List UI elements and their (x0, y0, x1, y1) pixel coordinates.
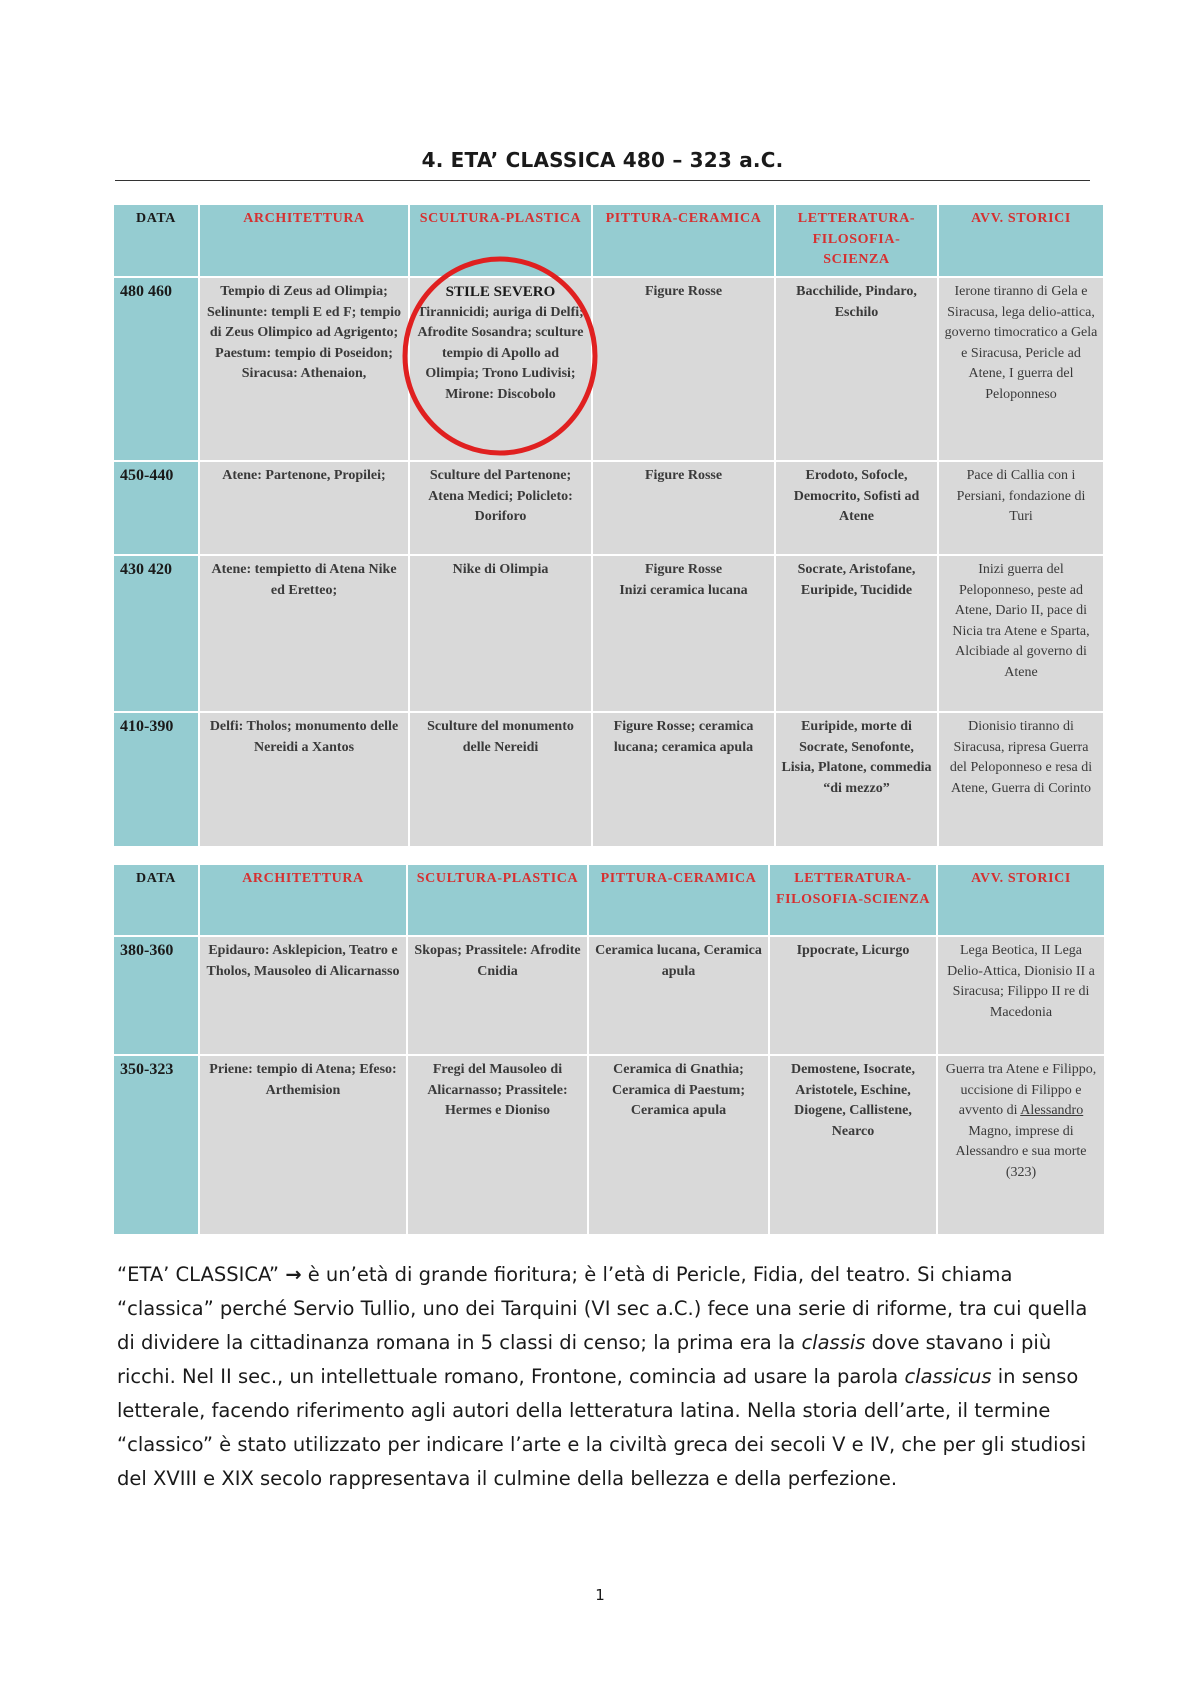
page-title: 4. ETA’ CLASSICA 480 – 323 a.C. (421, 148, 784, 172)
cell-architettura: Atene: Partenone, Propilei; (200, 462, 408, 554)
table-row (114, 556, 1103, 711)
paragraph-text-2: è un’età di grande fioritura; è l’età di Pericle, Fidia, del teatro. Si chiama “classica” perché Servio Tullio, uno dei Tarquini (VI sec a.C.) fece una serie di riforme, tra cui quella di dividere la cittadinanza romana in 5 classi di censo; la prima era la (117, 1263, 1088, 1354)
header-storici: AVV. STORICI (939, 205, 1103, 276)
cell-storici: Ierone tiranno di Gela e Siracusa, lega delio-attica, governo timocratico a Gela e Siracusa, Pericle ad Atene, I guerra del Peloponneso (939, 278, 1103, 460)
cell-pittura: Figure Rosse (593, 462, 774, 554)
cell-letteratura: Euripide, morte di Socrate, Senofonte, Lisia, Platone, commedia “di mezzo” (776, 713, 937, 846)
cell-pittura-line-1: Figure Rosse (644, 562, 723, 577)
cell-pittura-line-2: Inizi ceramica lucana (619, 582, 748, 598)
row-date: 380-360 (114, 937, 198, 1054)
alessandro-link[interactable]: Alessandro (1020, 1103, 1084, 1118)
cell-pittura: Figure Rosse; ceramica lucana; ceramica apula (593, 713, 774, 846)
cell-storici: Inizi guerra del Peloponneso, peste ad Atene, Dario II, pace di Nicia tra Atene e Sparta, Alcibiade al governo di Atene (939, 556, 1103, 711)
header-data: DATA (114, 205, 198, 276)
cell-architettura: Delfi: Tholos; monumento delle Nereidi a Xantos (200, 713, 408, 846)
cell-scultura: Sculture del Partenone; Atena Medici; Policleto: Doriforo (410, 462, 591, 554)
timeline-table-2 (112, 863, 1106, 1236)
table-row (114, 713, 1103, 846)
cell-storici: Dionisio tiranno di Siracusa, ripresa Guerra del Peloponneso e resa di Atene, Guerra di Corinto (939, 713, 1103, 846)
cell-storici: Pace di Callia con i Persiani, fondazione di Turi (939, 462, 1103, 554)
cell-scultura-text: Tirannicidi; auriga di Delfi; Afrodite Sosandra; sculture tempio di Apollo ad Olimpia; Trono Ludivisi; Mirone: Discobolo (417, 304, 584, 402)
row-date: 350-323 (114, 1056, 198, 1234)
cell-scultura: Fregi del Mausoleo di Alicarnasso; Prassitele: Hermes e Dioniso (408, 1056, 587, 1234)
storici-text-1: Guerra tra Atene e Filippo, uccisione di Filippo e avvento di (945, 1062, 1097, 1118)
storici-text-2: Magno, imprese di Alessandro e sua morte (323) (955, 1123, 1087, 1180)
term-classicus: classicus (904, 1365, 992, 1388)
header-letteratura: LETTERATURA-FILOSOFIA-SCIENZA (776, 205, 937, 276)
row-date: 480 460 (114, 278, 198, 460)
header-architettura: ARCHITETTURA (200, 205, 408, 276)
header-pittura: PITTURA-CERAMICA (589, 865, 768, 935)
cell-architettura: Priene: tempio di Atena; Efeso: Arthemision (200, 1056, 406, 1234)
cell-letteratura: Bacchilide, Pindaro, Eschilo (776, 278, 937, 460)
paragraph-text-4: in senso letterale, facendo riferimento agli autori della letteratura latina. Nella storia dell’arte, il termine “classico” è stato utilizzato per indicare l’arte e la civiltà greca dei secoli V e IV, che per gli studiosi del XVIII e XIX secolo rappresentava il culmine della bellezza e della perfezione. (117, 1365, 1087, 1490)
term-classis: classis (801, 1331, 866, 1354)
cell-architettura: Epidauro: Asklepicion, Teatro e Tholos, Mausoleo di Alicarnasso (200, 937, 406, 1054)
header-architettura: ARCHITETTURA (200, 865, 406, 935)
cell-pittura (593, 556, 774, 711)
table-row (114, 462, 1103, 554)
paragraph-text-3: dove stavano i più ricchi. Nel II sec., un intellettuale romano, Frontone, comincia ad usare la parola (117, 1331, 1052, 1388)
row-date: 410-390 (114, 713, 198, 846)
cell-scultura: Skopas; Prassitele: Afrodite Cnidia (408, 937, 587, 1054)
cell-scultura: Sculture del monumento delle Nereidi (410, 713, 591, 846)
timeline-table-1 (112, 203, 1105, 848)
row-date: 450-440 (114, 462, 198, 554)
cell-architettura: Tempio di Zeus ad Olimpia; Selinunte: templi E ed F; tempio di Zeus Olimpico ad Agrigento; Paestum: tempio di Poseidon; Siracusa: Athenaion, (200, 278, 408, 460)
header-scultura: SCULTURA-PLASTICA (410, 205, 591, 276)
cell-letteratura: Socrate, Aristofane, Euripide, Tucidide (776, 556, 937, 711)
intro-paragraph (117, 1258, 1092, 1496)
cell-storici (938, 1056, 1104, 1234)
cell-letteratura: Erodoto, Sofocle, Democrito, Sofisti ad Atene (776, 462, 937, 554)
cell-storici: Lega Beotica, II Lega Delio-Attica, Dionisio II a Siracusa; Filippo II re di Macedonia (938, 937, 1104, 1054)
stile-severo-heading: STILE SEVERO (445, 284, 556, 300)
header-letteratura: LETTERATURA-FILOSOFIA-SCIENZA (770, 865, 936, 935)
header-pittura: PITTURA-CERAMICA (593, 205, 774, 276)
table-header-row (114, 205, 1103, 276)
table-row (114, 1056, 1104, 1234)
header-storici: AVV. STORICI (938, 865, 1104, 935)
paragraph-text-1: “ETA’ CLASSICA” (117, 1263, 286, 1286)
cell-scultura: Nike di Olimpia (410, 556, 591, 711)
table-header-row (114, 865, 1104, 935)
cell-architettura: Atene: tempietto di Atena Nike ed Eretteo; (200, 556, 408, 711)
cell-pittura: Figure Rosse (593, 278, 774, 460)
table-row (114, 278, 1103, 460)
header-data: DATA (114, 865, 198, 935)
page-number: 1 (595, 1586, 605, 1604)
header-scultura: SCULTURA-PLASTICA (408, 865, 587, 935)
cell-letteratura: Demostene, Isocrate, Aristotele, Eschine, Diogene, Callistene, Nearco (770, 1056, 936, 1234)
cell-scultura (410, 278, 591, 460)
arrow-icon: → (285, 1263, 302, 1286)
title-underline (115, 180, 1090, 181)
cell-pittura: Ceramica lucana, Ceramica apula (589, 937, 768, 1054)
table-row (114, 937, 1104, 1054)
cell-pittura: Ceramica di Gnathia; Ceramica di Paestum; Ceramica apula (589, 1056, 768, 1234)
cell-letteratura: Ippocrate, Licurgo (770, 937, 936, 1054)
row-date: 430 420 (114, 556, 198, 711)
